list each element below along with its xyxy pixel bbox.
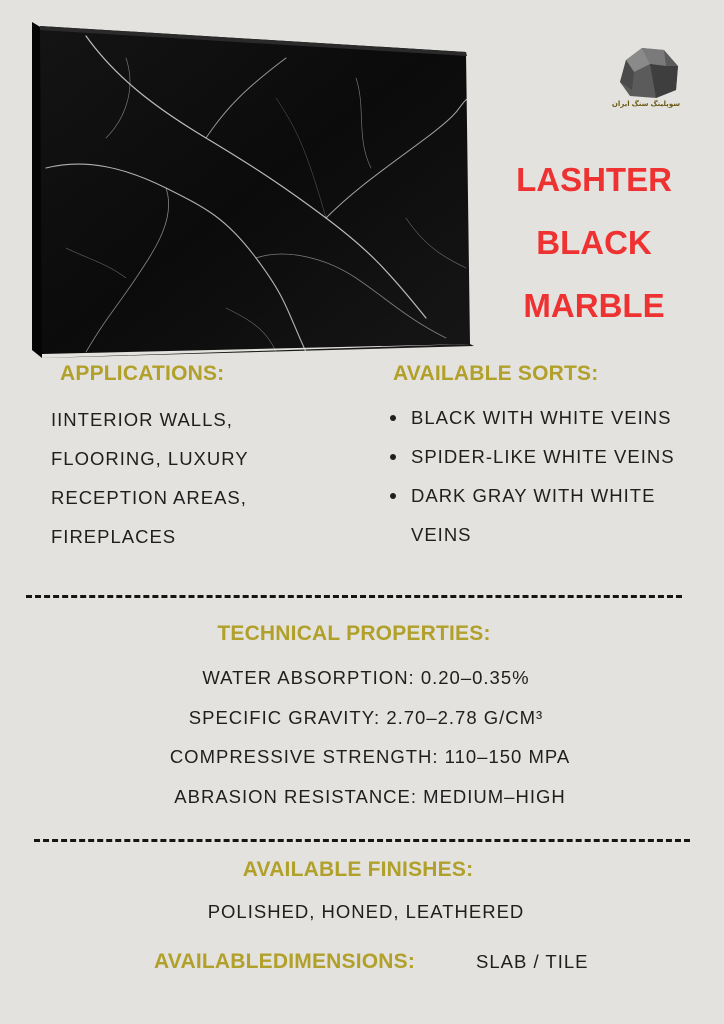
sort-item-continuation: VEINS <box>411 524 472 545</box>
technical-line-water: WATER ABSORPTION: 0.20–0.35% <box>202 667 530 688</box>
divider <box>34 839 690 842</box>
page-title <box>478 148 710 337</box>
applications-heading: APPLICATIONS: <box>60 362 225 385</box>
sorts-list <box>387 398 717 554</box>
sort-item: SPIDER-LIKE WHITE VEINS <box>387 437 717 476</box>
sort-item: BLACK WITH WHITE VEINS <box>387 398 717 437</box>
title-line-2: BLACK <box>536 224 652 261</box>
applications-list <box>51 400 351 556</box>
sort-item: DARK GRAY WITH WHITE <box>387 476 717 515</box>
divider <box>26 595 682 598</box>
title-line-1: LASHTER <box>516 161 672 198</box>
applications-line: IINTERIOR WALLS, <box>51 409 233 430</box>
technical-line-gravity: SPECIFIC GRAVITY: 2.70–2.78 G/CM³ <box>188 707 544 728</box>
technical-line-strength: COMPRESSIVE STRENGTH: 110–150 MPA <box>169 746 571 767</box>
finishes-value: POLISHED, HONED, LEATHERED <box>207 901 525 922</box>
title-line-3: MARBLE <box>523 287 665 324</box>
finishes-heading: AVAILABLE FINISHES: <box>242 858 474 881</box>
marble-slab-image <box>26 18 474 358</box>
technical-heading: TECHNICAL PROPERTIES: <box>217 622 491 645</box>
applications-line: FIREPLACES <box>51 526 177 547</box>
applications-line: FLOORING, LUXURY <box>51 448 249 469</box>
technical-line-abrasion: ABRASION RESISTANCE: MEDIUM–HIGH <box>174 786 566 807</box>
dimensions-heading: AVAILABLEDIMENSIONS: <box>154 950 416 973</box>
dimensions-value: SLAB / TILE <box>476 951 589 972</box>
sorts-heading: AVAILABLE SORTS: <box>393 362 599 385</box>
applications-line: RECEPTION AREAS, <box>51 487 247 508</box>
logo-text: سوپلینگ سنگ ایران <box>611 101 681 108</box>
